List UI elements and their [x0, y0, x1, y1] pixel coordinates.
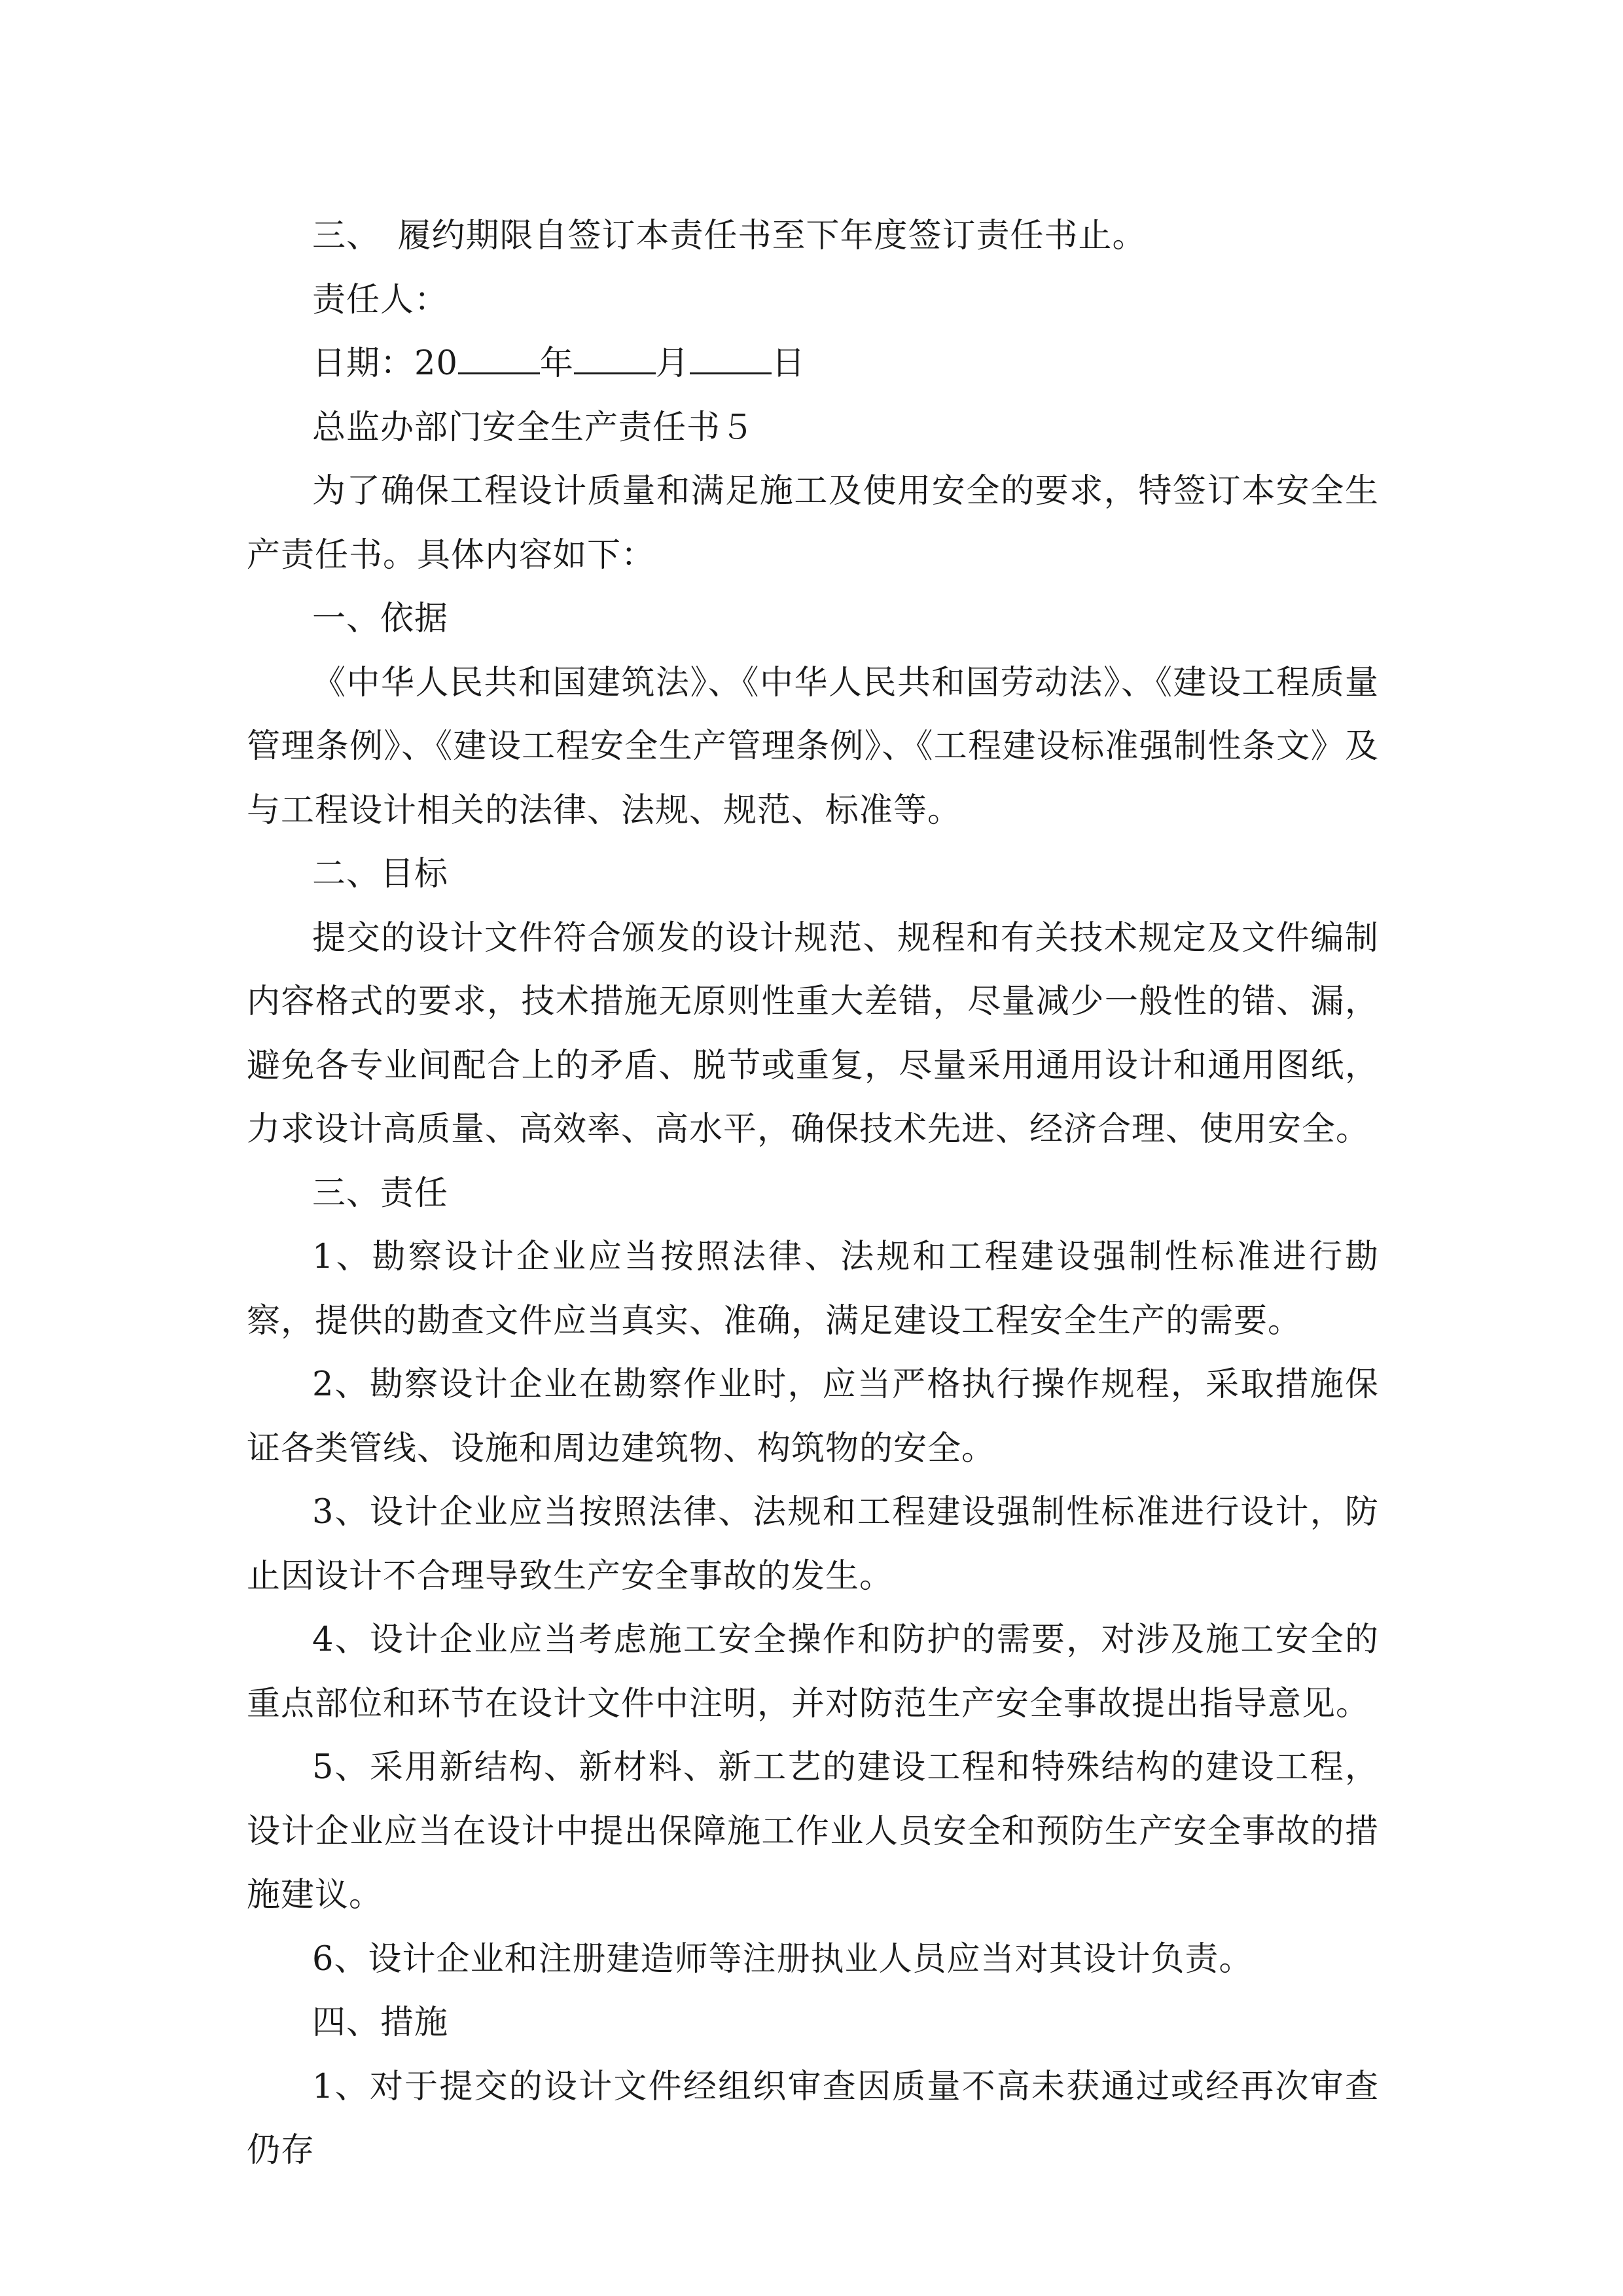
- heading-basis: 一、依据: [312, 600, 449, 638]
- date-line: [247, 332, 1379, 396]
- heading-measures: 四、措施: [312, 2003, 449, 2042]
- year-blank: [458, 334, 540, 374]
- basis-paragraph: 《中华人民共和国建筑法》、《中华人民共和国劳动法》、《建设工程质量管理条例》、《建设工程安全生产管理条例》、《工程建设标准强制性条文》及与工程设计相关的法律、法规、规范、标准等。: [247, 663, 1379, 830]
- year-label: 年: [539, 344, 574, 383]
- responsibility-item: 4、设计企业应当考虑施工安全操作和防护的需要，对涉及施工安全的重点部位和环节在设计文件中注明，并对防范生产安全事故提出指导意见。: [247, 1621, 1379, 1723]
- heading-responsibility: 三、责任: [312, 1174, 449, 1213]
- date-label: 日期：20: [312, 344, 458, 383]
- section-title: 总监办部门安全生产责任书５: [312, 408, 755, 447]
- responsibility-item: 5、采用新结构、新材料、新工艺的建设工程和特殊结构的建设工程，设计企业应当在设计中提出保障施工作业人员安全和预防生产安全事故的措施建议。: [247, 1748, 1379, 1914]
- intro-paragraph: 为了确保工程设计质量和满足施工及使用安全的要求，特签订本安全生产责任书。具体内容如下：: [247, 472, 1379, 575]
- responsibility-item: 6、设计企业和注册建造师等注册执业人员应当对其设计负责。: [312, 1939, 1253, 1979]
- responsibility-item: 1、勘察设计企业应当按照法律、法规和工程建设强制性标准进行勘察，提供的勘查文件应当真实、准确，满足建设工程安全生产的需要。: [247, 1238, 1379, 1340]
- document-body: [247, 204, 1379, 2183]
- month-blank: [574, 334, 656, 374]
- term-clause: 三、 履约期限自签订本责任书至下年度签订责任书止。: [312, 217, 1147, 255]
- day-blank: [690, 334, 772, 374]
- month-label: 月: [655, 344, 690, 383]
- responsibility-item: 3、设计企业应当按照法律、法规和工程建设强制性标准进行设计，防止因设计不合理导致生产安全事故的发生。: [247, 1493, 1379, 1596]
- responsible-person-label: 责任人：: [312, 280, 449, 319]
- goal-paragraph: 提交的设计文件符合颁发的设计规范、规程和有关技术规定及文件编制内容格式的要求，技术措施无原则性重大差错，尽量减少一般性的错、漏，避免各专业间配合上的矛盾、脱节或重复，尽量采用通用设计和通用图纸，力求设计高质量、高效率、高水平，确保技术先进、经济合理、使用安全。: [247, 918, 1379, 1149]
- heading-goal: 二、目标: [312, 855, 449, 893]
- day-label: 日: [771, 344, 806, 383]
- responsibility-item: 2、勘察设计企业在勘察作业时，应当严格执行操作规程，采取措施保证各类管线、设施和周边建筑物、构筑物的安全。: [247, 1365, 1379, 1468]
- measures-item: 1、对于提交的设计文件经组织审查因质量不高未获通过或经再次审查仍存: [247, 2067, 1379, 2170]
